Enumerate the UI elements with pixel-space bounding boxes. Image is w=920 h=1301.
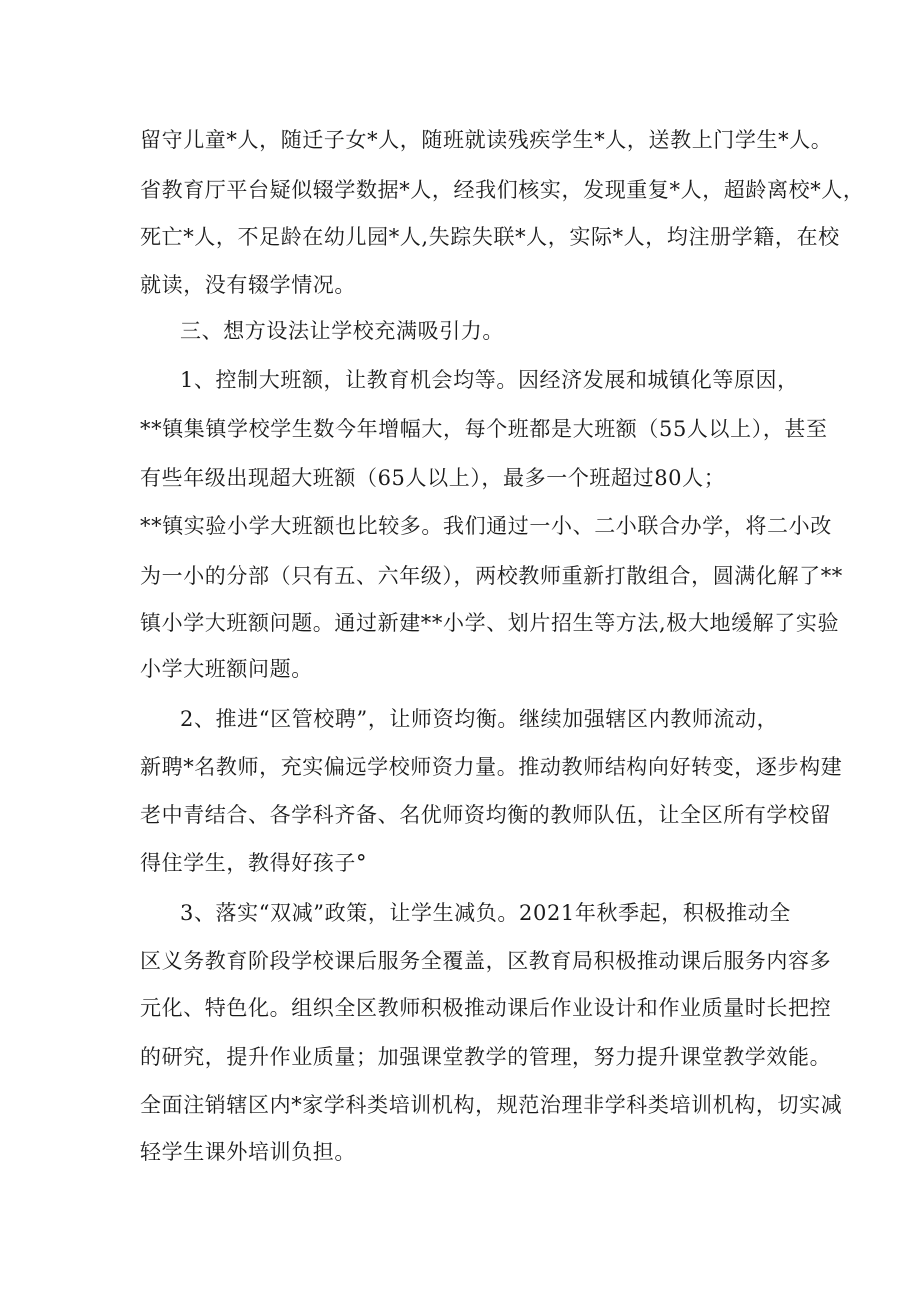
text-line: 全面注销辖区内*家学科类培训机构，规范治理非学科类培训机构，切实减 — [140, 1093, 843, 1117]
text-line: 就读，没有辍学情况。 — [140, 273, 356, 297]
text-line: 得住学生，教得好孩子° — [140, 851, 368, 875]
section-heading: 三、想方设法让学校充满吸引力。 — [180, 319, 504, 343]
paragraph-heading: 2、推进“区管校聘”，让师资均衡。继续加强辖区内教师流动， — [180, 707, 779, 731]
paragraph-heading: 3、落实“双减”政策，让学生减负。2021年秋季起，积极推动全 — [180, 901, 791, 925]
text-line: 区义务教育阶段学校课后服务全覆盖，区教育局积极推动课后服务内容多 — [140, 949, 832, 973]
text-line: 元化、特色化。组织全区教师积极推动课后作业设计和作业质量时长把控 — [140, 996, 832, 1020]
text-line: 老中青结合、各学科齐备、名优师资均衡的教师队伍，让全区所有学校留 — [140, 803, 832, 827]
text-line: **镇集镇学校学生数今年增幅大，每个班都是大班额（55人以上），甚至 — [140, 417, 828, 441]
text-line: 镇小学大班额问题。通过新建**小学、划片招生等方法,极大地缓解了实验 — [140, 611, 840, 635]
text-line: 为一小的分部（只有五、六年级），两校教师重新打散组合，圆满化解了** — [140, 564, 843, 588]
text-line: 留守儿童*人，随迁子女*人，随班就读残疾学生*人，送教上门学生*人。 — [140, 128, 833, 152]
paragraph-heading: 1、控制大班额，让教育机会均等。因经济发展和城镇化等原因， — [180, 368, 799, 392]
text-line: 有些年级出现超大班额（65人以上），最多一个班超过80人； — [140, 466, 726, 490]
text-line: 省教育厅平台疑似辍学数据*人，经我们核实，发现重复*人，超龄离校*人， — [140, 178, 865, 202]
text-line: **镇实验小学大班额也比较多。我们通过一小、二小联合办学，将二小改 — [140, 514, 832, 538]
text-line: 新聘*名教师，充实偏远学校师资力量。推动教师结构向好转变，逐步构建 — [140, 755, 843, 779]
text-line: 轻学生课外培训负担。 — [140, 1140, 356, 1164]
text-line: 小学大班额问题。 — [140, 657, 313, 681]
text-line: 的研究，提升作业质量；加强课堂教学的管理，努力提升课堂教学效能。 — [140, 1045, 832, 1069]
text-line: 死亡*人，不足龄在幼儿园*人,失踪失联*人，实际*人，均注册学籍，在校 — [140, 225, 840, 249]
